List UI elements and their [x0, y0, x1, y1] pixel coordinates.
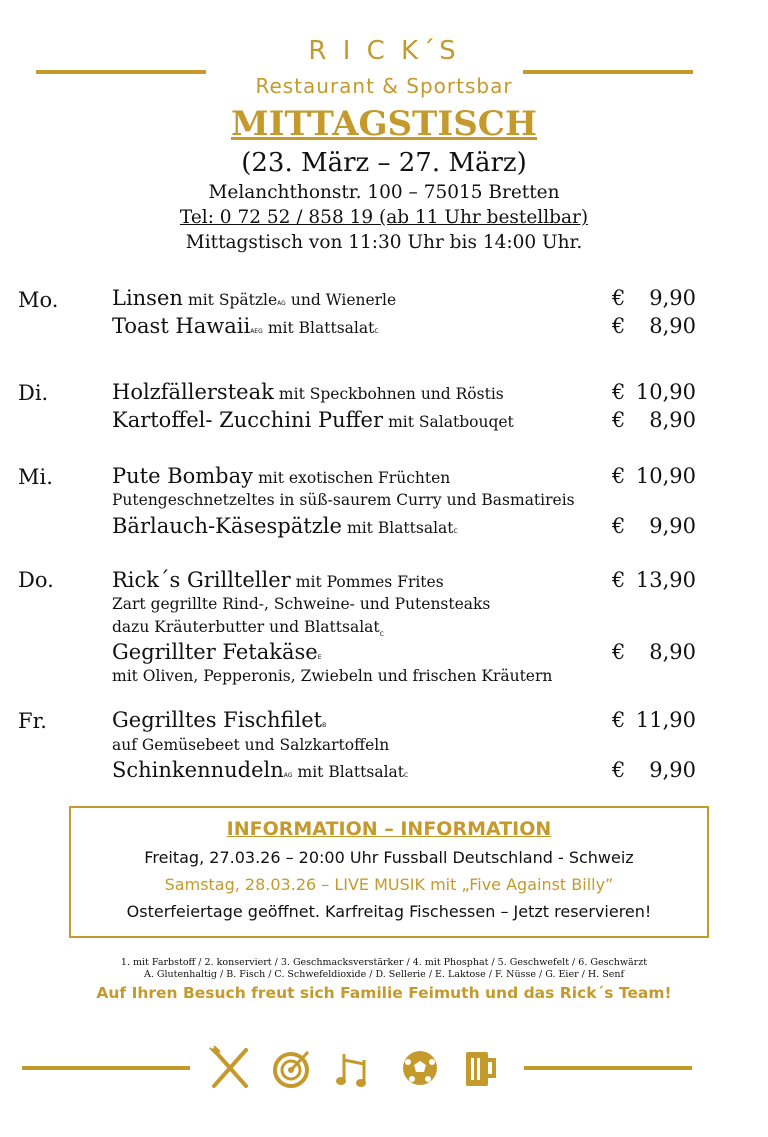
target-icon [272, 1046, 312, 1094]
dish-note: Zart gegrillte Rind-, Schweine- und Putensteaks [112, 595, 491, 613]
allergen-legend-line-2: A. Glutenhaltig / B. Fisch / C. Schwefeldioxide / D. Sellerie / E. Laktose / F. Nüsse / G. Eier / H. Senf [144, 969, 624, 980]
day-friday: Fr. [18, 709, 47, 733]
dish-description: mit Speckbohnen und Röstis [278, 385, 504, 403]
phone: Tel: 0 72 52 / 858 19 (ab 11 Uhr bestellbar) [179, 207, 589, 228]
allergen-code: B [322, 722, 327, 729]
dish-description: mit Blattsalat [297, 763, 404, 781]
allergen-legend-line-1: 1. mit Farbstoff / 2. konserviert / 3. Geschmacksverstärker / 4. mit Phosphat / 5. Geschwefelt / 6. Geschwärzt [120, 957, 648, 968]
dish-description: mit Salatbouqet [388, 413, 514, 431]
footer-rule-right [524, 1066, 692, 1070]
dish-description: mit exotischen Früchten [258, 469, 451, 487]
footer-rule-left [22, 1066, 190, 1070]
menu-item [112, 640, 321, 664]
menu-item [112, 314, 379, 338]
address: Melanchthonstr. 100 – 75015 Bretten [208, 182, 560, 203]
allergen-code: AG [277, 300, 286, 307]
menu-item [112, 408, 514, 432]
allergen-code: AG [283, 772, 293, 779]
greeting: Auf Ihren Besuch freut sich Familie Feimuth und das Rick´s Team! [96, 984, 672, 1002]
dish-name: Gegrillter Fetakäse [112, 640, 318, 664]
dish-description-rest: und Wienerle [290, 291, 397, 309]
dish-note: mit Oliven, Pepperonis, Zwiebeln und frischen Kräutern [112, 667, 553, 685]
allergen-code: C [453, 528, 458, 535]
brand-subtitle: Restaurant & Sportsbar [255, 74, 513, 98]
dish-description: mit Spätzle [188, 291, 278, 309]
page-title: MITTAGSTISCH [231, 104, 537, 144]
day-monday: Mo. [18, 288, 59, 312]
date-range: (23. März – 27. März) [241, 148, 527, 178]
menu-item [112, 568, 444, 592]
menu-item [112, 464, 450, 488]
allergen-code: C [379, 631, 384, 639]
price: € 11,90 [612, 708, 696, 732]
price: € 9,90 [612, 514, 696, 538]
brand-name: R I C K´S [308, 36, 460, 66]
dish-name: Holzfällersteak [112, 380, 274, 404]
dish-name: Pute Bombay [112, 464, 254, 488]
dish-name: Linsen [112, 286, 183, 310]
allergen-code: C [374, 328, 379, 335]
info-line-music: Samstag, 28.03.26 – LIVE MUSIK mit „Five Against Billy” [164, 875, 614, 894]
menu-item [112, 758, 408, 782]
menu-item [112, 514, 458, 538]
price: € 10,90 [612, 380, 696, 404]
price: € 9,90 [612, 286, 696, 310]
price: € 13,90 [612, 568, 696, 592]
info-line-easter: Osterfeiertage geöffnet. Karfreitag Fischessen – Jetzt reservieren! [126, 902, 652, 921]
price: € 8,90 [612, 640, 696, 664]
dish-description: mit Blattsalat [347, 519, 454, 537]
price: € 9,90 [612, 758, 696, 782]
music-icon [336, 1046, 376, 1094]
allergen-code: AEG [250, 328, 263, 335]
menu-item [112, 708, 326, 732]
price: € 8,90 [612, 314, 696, 338]
dish-name: Kartoffel- Zucchini Puffer [112, 408, 384, 432]
cutlery-icon [206, 1046, 254, 1094]
allergen-code: E [317, 654, 322, 661]
dish-note: auf Gemüsebeet und Salzkartoffeln [112, 736, 390, 754]
allergen-code: C [404, 772, 409, 779]
dish-name: Schinkennudeln [112, 758, 284, 782]
beer-mug-icon [462, 1046, 502, 1094]
dish-description: mit Blattsalat [267, 319, 375, 337]
info-line-football: Freitag, 27.03.26 – 20:00 Uhr Fussball Deutschland - Schweiz [144, 848, 634, 867]
dish-note: Putengeschnetzeltes in süß-saurem Curry und Basmatireis [112, 491, 575, 509]
day-wednesday: Mi. [18, 465, 53, 489]
info-heading: INFORMATION – INFORMATION [226, 818, 552, 840]
info-box [69, 806, 709, 938]
dish-name: Gegrilltes Fischfilet [112, 708, 323, 732]
dish-note: dazu Kräuterbutter und Blattsalat$_C$ [112, 618, 384, 639]
soccer-ball-icon [400, 1046, 440, 1094]
price: € 10,90 [612, 464, 696, 488]
hours: Mittagstisch von 11:30 Uhr bis 14:00 Uhr. [185, 232, 583, 253]
day-thursday: Do. [18, 568, 54, 592]
footer-icons [206, 1046, 506, 1094]
price: € 8,90 [612, 408, 696, 432]
menu-item [112, 380, 504, 404]
dish-name: Bärlauch-Käsespätzle [112, 514, 342, 538]
dish-name: Toast Hawaii [112, 314, 251, 338]
menu-item [112, 286, 396, 310]
dish-description: mit Pommes Frites [295, 573, 444, 591]
dish-name: Rick´s Grillteller [112, 568, 291, 592]
day-tuesday: Di. [18, 381, 49, 405]
